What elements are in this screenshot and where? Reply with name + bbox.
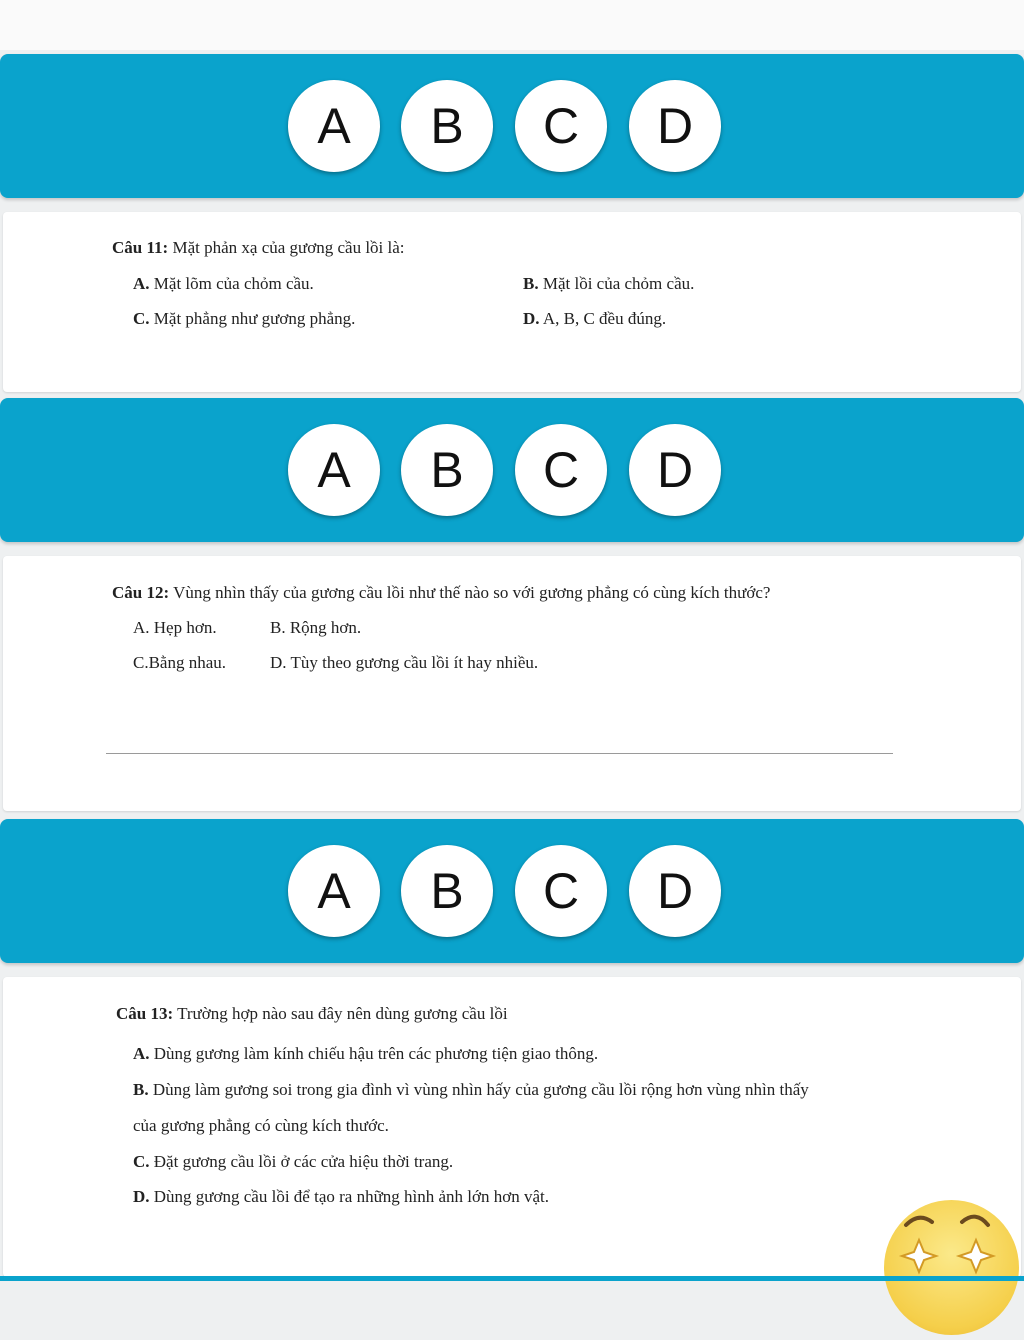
option-b	[523, 274, 694, 294]
answer-b-button[interactable]: B	[401, 80, 493, 172]
answer-c-button[interactable]: C	[515, 845, 607, 937]
top-strip	[0, 0, 1024, 50]
question-number: Câu 11:	[112, 238, 169, 257]
option-letter: C.	[133, 1152, 150, 1171]
option-letter: A.	[133, 1044, 150, 1063]
option-letter: B.	[523, 274, 539, 293]
option-letter: C.	[133, 309, 150, 328]
option-d: D. Tùy theo gương cầu lồi ít hay nhiều.	[270, 653, 539, 672]
question-number: Câu 12:	[112, 583, 170, 602]
option-b-continued: của gương phẳng có cùng kích thước.	[133, 1116, 389, 1135]
question-text	[116, 1004, 508, 1024]
option-text: Mặt lõm của chỏm cầu.	[153, 274, 314, 293]
option-d	[133, 1187, 549, 1207]
answer-c-button[interactable]: C	[515, 80, 607, 172]
option-text: Dùng làm gương soi trong gia đình vì vùng nhìn hấy của gương cầu lồi rộng hơn vùng nhìn thấy	[152, 1080, 809, 1099]
option-letter: B.	[133, 1080, 149, 1099]
option-text: A, B, C đều đúng.	[542, 309, 667, 328]
question-card-12	[3, 556, 1021, 811]
divider-line	[106, 753, 893, 754]
option-text: Mặt phẳng như gương phẳng.	[153, 309, 356, 328]
answer-d-button[interactable]: D	[629, 424, 721, 516]
option-b: B. Rộng hơn.	[270, 618, 362, 637]
question-card-13	[3, 977, 1021, 1277]
answer-b-button[interactable]: B	[401, 845, 493, 937]
sticker-eyes-icon	[884, 1200, 1019, 1335]
option-a: A. Hẹp hơn.	[133, 618, 217, 637]
answer-a-button[interactable]: A	[288, 80, 380, 172]
option-a	[133, 1044, 598, 1064]
question-card-11	[3, 212, 1021, 392]
answer-d-button[interactable]: D	[629, 845, 721, 937]
option-c	[133, 309, 355, 329]
option-b	[133, 1080, 809, 1100]
answer-a-button[interactable]: A	[288, 845, 380, 937]
option-c	[133, 1152, 453, 1172]
question-number: Câu 13:	[116, 1004, 174, 1023]
answer-d-button[interactable]: D	[629, 80, 721, 172]
question-text	[112, 238, 405, 258]
option-text: Dùng gương làm kính chiếu hậu trên các phương tiện giao thông.	[153, 1044, 599, 1063]
answer-b-button[interactable]: B	[401, 424, 493, 516]
option-letter: D.	[133, 1187, 150, 1206]
question-text	[112, 583, 770, 603]
option-c: C.Bằng nhau.	[133, 653, 227, 672]
option-a	[133, 274, 314, 294]
answer-bar-3	[0, 819, 1024, 963]
smiling-face-sticker-icon	[884, 1200, 1019, 1335]
answer-bar-1	[0, 54, 1024, 198]
option-text: Đặt gương cầu lồi ở các cửa hiệu thời trang.	[153, 1152, 454, 1171]
option-letter: A.	[133, 274, 150, 293]
answer-c-button[interactable]: C	[515, 424, 607, 516]
option-letter: D.	[523, 309, 540, 328]
option-text: Mặt lồi của chỏm cầu.	[542, 274, 695, 293]
bottom-accent-bar	[0, 1276, 1024, 1281]
answer-a-button[interactable]: A	[288, 424, 380, 516]
answer-bar-2	[0, 398, 1024, 542]
option-d	[523, 309, 666, 329]
question-body: Vùng nhìn thấy của gương cầu lồi như thế nào so với gương phẳng có cùng kích thước?	[173, 583, 771, 602]
option-text: Dùng gương cầu lồi để tạo ra những hình ảnh lớn hơn vật.	[153, 1187, 550, 1206]
question-body: Mặt phản xạ của gương cầu lồi là:	[172, 238, 405, 257]
question-body: Trường hợp nào sau đây nên dùng gương cầu lồi	[177, 1004, 508, 1023]
